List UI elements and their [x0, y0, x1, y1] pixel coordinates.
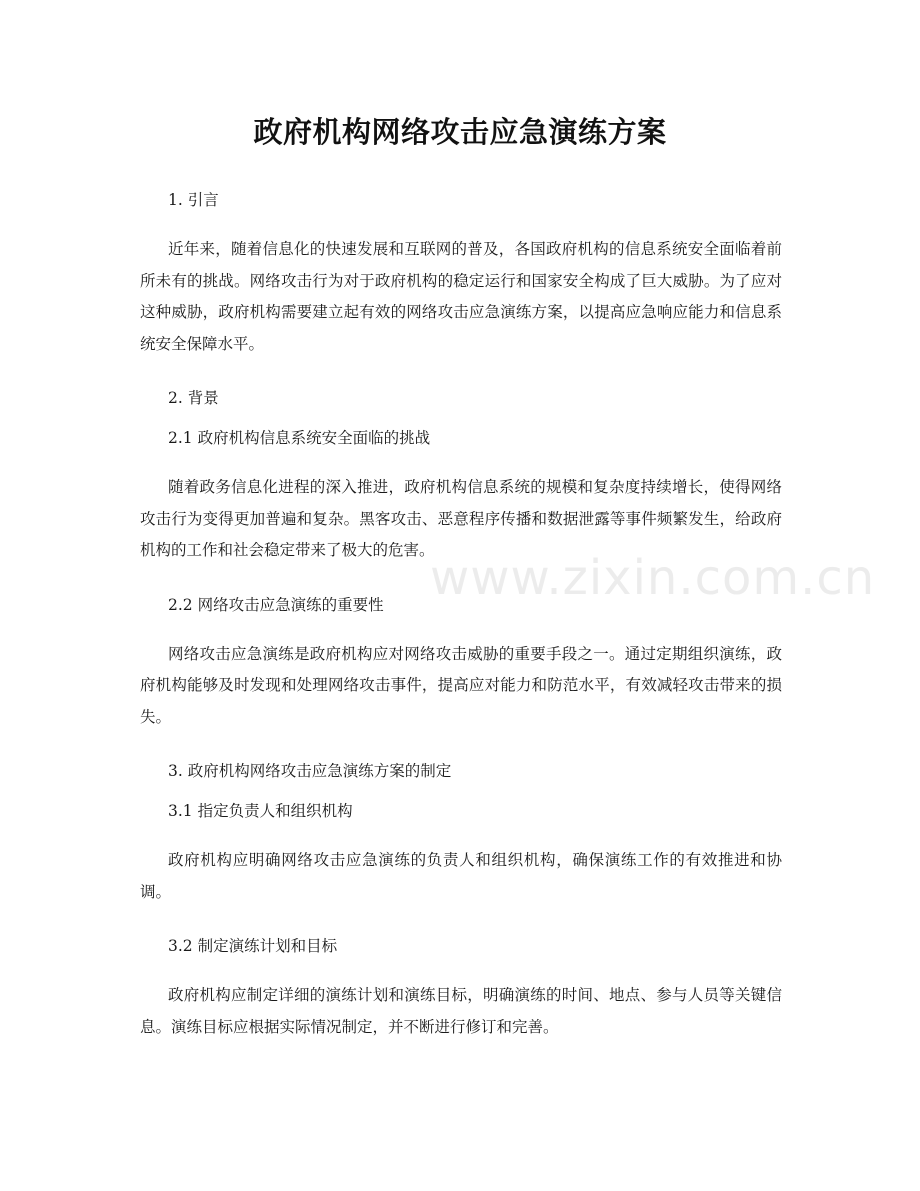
- watermark: www.zixin.com.cn: [430, 550, 876, 606]
- section-heading-1: 1. 引言: [168, 191, 219, 209]
- section-paragraph-3-1: 政府机构应明确网络攻击应急演练的负责人和组织机构，确保演练工作的有效推进和协调。: [140, 851, 782, 901]
- section-paragraph-2-2: 网络攻击应急演练是政府机构应对网络攻击威胁的重要手段之一。通过定期组织演练，政府机构能够及时发现和处理网络攻击事件，提高应对能力和防范水平，有效减轻攻击带来的损失。: [140, 644, 782, 726]
- document-title: 政府机构网络攻击应急演练方案: [253, 115, 667, 149]
- section-heading-3: 3. 政府机构网络攻击应急演练方案的制定: [168, 762, 452, 780]
- section-heading-2: 2. 背景: [168, 389, 219, 407]
- section-paragraph-2-1: 随着政务信息化进程的深入推进，政府机构信息系统的规模和复杂度持续增长，使得网络攻击行为变得更加普遍和复杂。黑客攻击、恶意程序传播和数据泄露等事件频繁发生，给政府机构的工作和社会稳定带来了极大的危害。: [140, 478, 782, 559]
- section-heading-3-2: 3.2 制定演练计划和目标: [168, 937, 338, 955]
- section-heading-2-2: 2.2 网络攻击应急演练的重要性: [168, 595, 384, 614]
- section-heading-3-1: 3.1 指定负责人和组织机构: [168, 802, 353, 820]
- section-heading-2-1: 2.1 政府机构信息系统安全面临的挑战: [168, 429, 431, 447]
- section-paragraph-1: 近年来，随着信息化的快速发展和互联网的普及，各国政府机构的信息系统安全面临着前所未有的挑战。网络攻击行为对于政府机构的稳定运行和国家安全构成了巨大威胁。为了应对这种威胁，政府机构需要建立起有效的网络攻击应急演练方案，以提高应急响应能力和信息系统安全保障水平。: [140, 240, 782, 353]
- section-paragraph-3-2: 政府机构应制定详细的演练计划和演练目标，明确演练的时间、地点、参与人员等关键信息。演练目标应根据实际情况制定，并不断进行修订和完善。: [140, 986, 782, 1036]
- document-body: [140, 180, 782, 1043]
